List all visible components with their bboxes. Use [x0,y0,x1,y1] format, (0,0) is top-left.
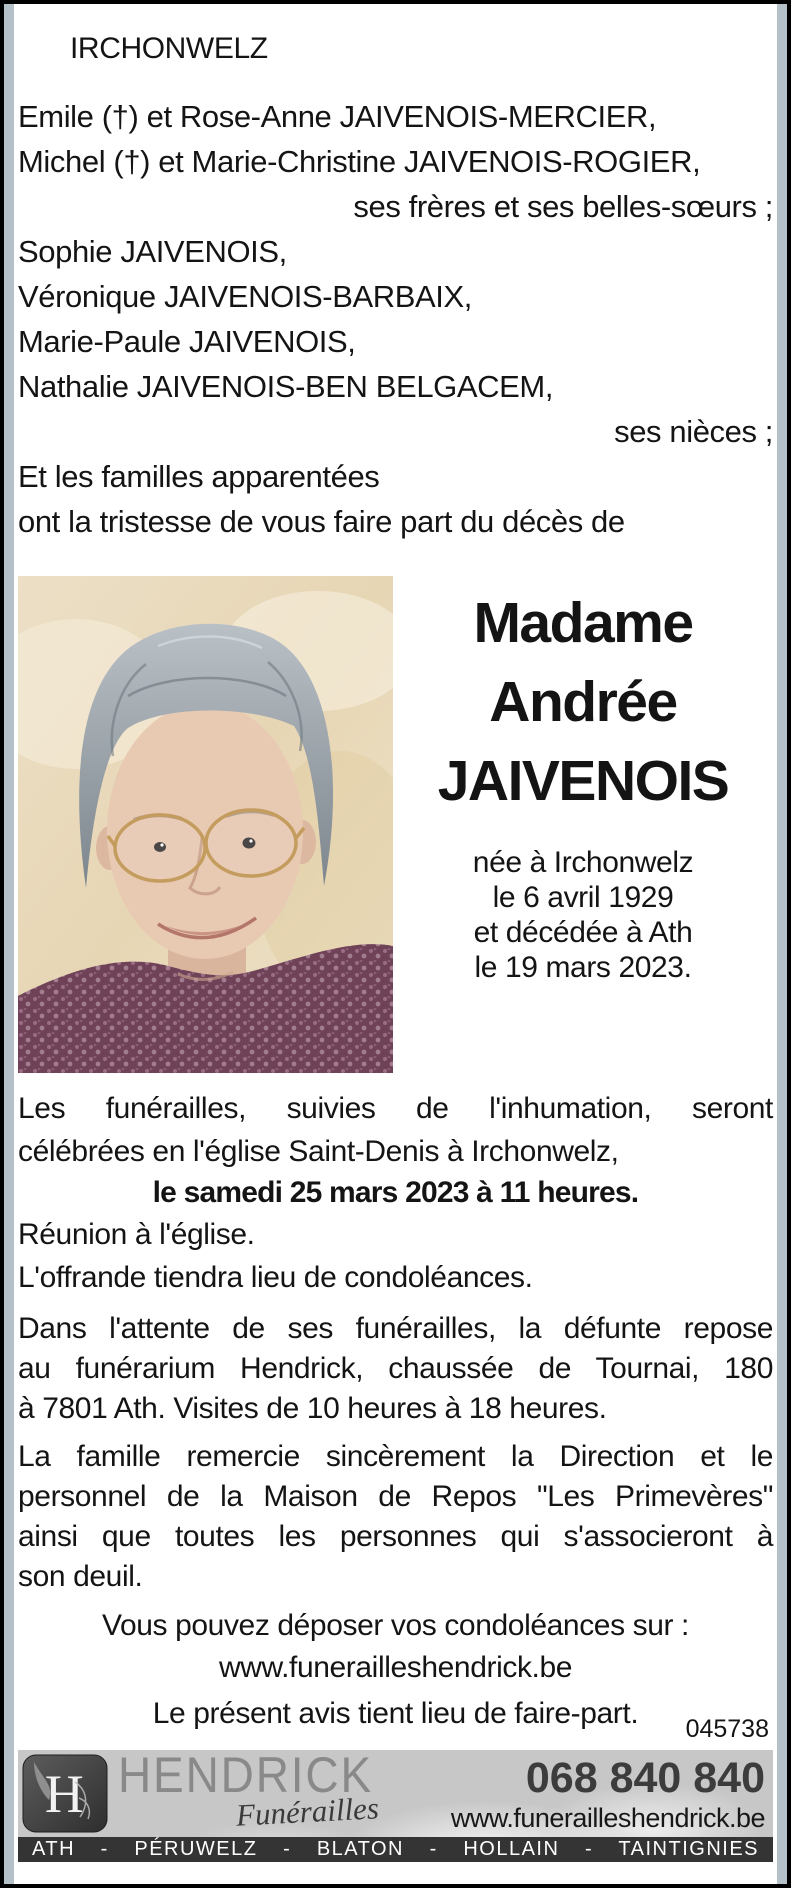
condolence-website: www.funerailleshendrick.be [218,1651,573,1684]
right-side-strip [777,4,787,1884]
life-detail-line: et décédée à Ath [473,916,693,949]
place-header: IRCHONWELZ [70,32,268,65]
locations-bar: ATH - PÉRUWELZ - BLATON - HOLLAIN - TAINTIGNIES [18,1837,773,1862]
reference-number: 045738 [685,1715,769,1743]
repose-paragraph [18,1309,773,1429]
family-section [18,94,773,544]
logo-letter: H [44,1764,84,1824]
thanks-line: ainsi que toutes les personnes qui s'associeront à [18,1520,773,1553]
deceased-title: Madame [473,591,693,655]
ceremony-paragraph [18,1087,773,1299]
life-detail-line: le 6 avril 1929 [492,881,674,914]
deceased-last-name: JAIVENOIS [437,749,729,813]
family-line: Emile (†) et Rose-Anne JAIVENOIS-MERCIER, [18,99,657,134]
condolences-block [18,1605,773,1689]
deceased-name-column [393,576,773,1073]
relation-line: ses nièces ; [614,414,773,449]
family-line: Marie-Paule JAIVENOIS, [18,324,356,359]
family-line: Sophie JAIVENOIS, [18,234,287,269]
life-details [393,845,773,985]
thanks-line: personnel de la Maison de Repos "Les Primevères" [18,1480,773,1513]
deceased-first-name: Andrée [489,670,677,734]
intro-line: ont la tristesse de vous faire part du décès de [18,504,625,539]
family-line: Michel (†) et Marie-Christine JAIVENOIS-ROGIER, [18,144,701,179]
funeral-home-logo [22,1754,108,1833]
repose-line: à 7801 Ath. Visites de 10 heures à 18 heures. [18,1392,607,1425]
portrait-photo [18,576,393,1073]
thanks-line: son deuil. [18,1560,143,1593]
left-side-strip [4,4,14,1884]
offering-line: L'offrande tiendra lieu de condoléances. [18,1261,533,1294]
life-detail-line: le 19 mars 2023. [474,951,692,984]
portrait-and-name-row [18,576,773,1073]
ceremony-datetime: le samedi 25 mars 2023 à 11 heures. [152,1176,639,1209]
repose-line: Dans l'attente de ses funérailles, la défunte repose [18,1312,773,1345]
repose-line: au funérarium Hendrick, chaussée de Tournai, 180 [18,1352,773,1385]
relation-line: ses frères et ses belles-sœurs ; [353,189,773,224]
family-line: Nathalie JAIVENOIS-BEN BELGACEM, [18,369,554,404]
thanks-paragraph [18,1437,773,1597]
website-url: www.funerailleshendrick.be [450,1803,765,1833]
ceremony-line: célébrées en l'église Saint-Denis à Irchonwelz, [18,1135,619,1168]
condolence-intro: Vous pouvez déposer vos condoléances sur : [102,1609,689,1642]
phone-number: 068 840 840 [525,1754,765,1802]
life-detail-line: née à Irchonwelz [472,846,694,879]
intro-line: Et les familles apparentées [18,459,380,494]
ceremony-line: Les funérailles, suivies de l'inhumation, seront [18,1092,773,1125]
thanks-line: La famille remercie sincèrement la Direction et le [18,1440,773,1473]
notice-line: Le présent avis tient lieu de faire-part. [152,1697,639,1730]
company-tagline: Funérailles [235,1790,380,1833]
family-line: Véronique JAIVENOIS-BARBAIX, [18,279,472,314]
company-name: HENDRICK [118,1747,373,1803]
footer-banner [18,1747,773,1862]
meeting-line: Réunion à l'église. [18,1218,255,1251]
